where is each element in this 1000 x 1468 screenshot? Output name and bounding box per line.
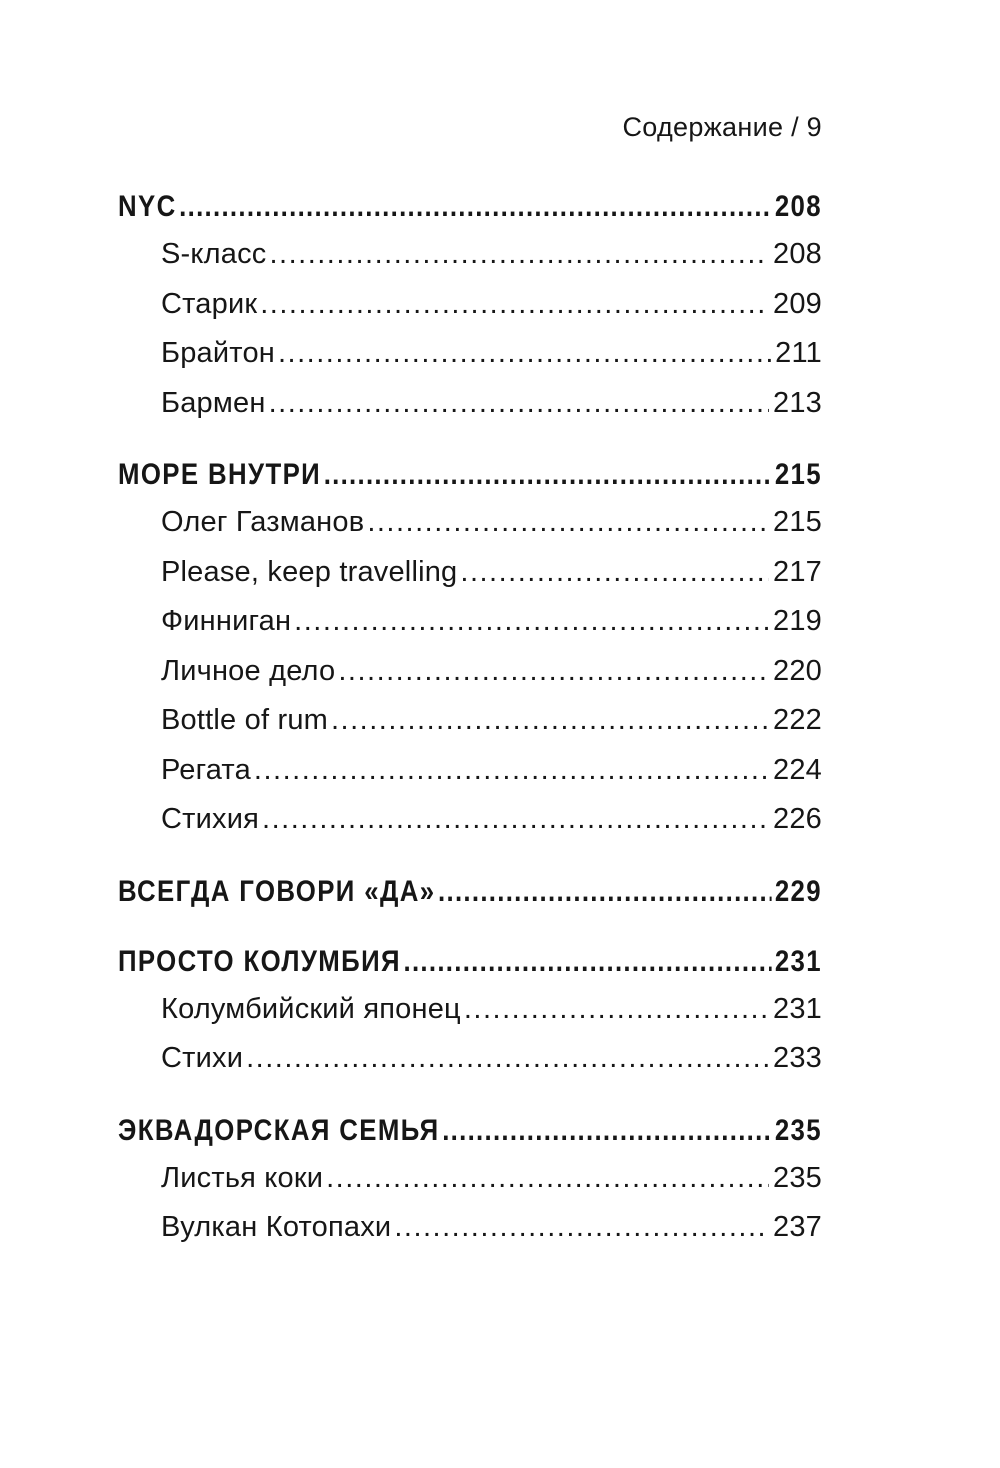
- dot-leader: [262, 803, 769, 836]
- dot-leader: [438, 875, 771, 909]
- part-title: ЭКВАДОРСКАЯ СЕМЬЯ: [118, 1113, 440, 1147]
- dot-leader: [460, 556, 769, 589]
- toc-chapter-entry[interactable]: [118, 754, 822, 804]
- page-number: 215: [774, 458, 823, 491]
- page-number: 208: [773, 238, 822, 270]
- page-number: 220: [773, 654, 822, 687]
- dot-leader: [331, 704, 769, 737]
- part-title: NYC: [118, 190, 177, 223]
- dot-leader: [338, 655, 769, 688]
- toc-section: [118, 945, 822, 1092]
- table-of-contents: [118, 190, 822, 1283]
- dot-leader: [294, 605, 769, 638]
- page-number: 209: [773, 287, 822, 320]
- toc-section: [118, 875, 822, 923]
- toc-part-entry[interactable]: [118, 945, 822, 993]
- running-header: Содержание / 9: [622, 112, 822, 142]
- dot-leader: [179, 190, 771, 224]
- dot-leader: [324, 458, 772, 492]
- page-number: 208: [774, 190, 823, 223]
- page-number: 211: [775, 337, 822, 369]
- dot-leader: [367, 506, 769, 539]
- dot-leader: [278, 337, 771, 370]
- toc-part-entry[interactable]: [118, 190, 822, 238]
- chapter-title: Олег Газманов: [161, 506, 365, 538]
- page-number: 217: [773, 555, 822, 588]
- toc-part-entry[interactable]: [118, 1114, 822, 1162]
- chapter-title: S-класс: [161, 238, 267, 270]
- chapter-title: Стихия: [161, 803, 260, 835]
- chapter-title: Бармен: [161, 386, 266, 419]
- toc-section: [118, 190, 822, 436]
- chapter-title: Финниган: [161, 605, 292, 637]
- dot-leader: [246, 1042, 769, 1075]
- chapter-title: Листья коки: [161, 1161, 324, 1194]
- dot-leader: [269, 238, 769, 271]
- page-number: 222: [773, 704, 822, 736]
- toc-chapter-entry[interactable]: [118, 556, 822, 606]
- toc-section: [118, 1114, 822, 1261]
- page-number: 229: [774, 874, 823, 908]
- chapter-title: Bottle of rum: [161, 704, 328, 736]
- toc-part-entry[interactable]: [118, 875, 822, 923]
- page-number: 235: [773, 1161, 822, 1194]
- page-number: 224: [773, 753, 822, 786]
- toc-chapter-entry[interactable]: [118, 337, 822, 387]
- page-number: 215: [773, 506, 822, 538]
- page-number: 235: [774, 1113, 823, 1147]
- chapter-title: Стихи: [161, 1042, 244, 1074]
- toc-chapter-entry[interactable]: [118, 803, 822, 853]
- page-number: 237: [773, 1211, 822, 1243]
- chapter-title: Старик: [161, 287, 258, 320]
- toc-section: [118, 458, 822, 853]
- page-number: 231: [774, 944, 823, 978]
- toc-chapter-entry[interactable]: [118, 655, 822, 705]
- toc-part-entry[interactable]: [118, 458, 822, 506]
- chapter-title: Личное дело: [161, 654, 336, 687]
- toc-chapter-entry[interactable]: [118, 1162, 822, 1212]
- dot-leader: [326, 1162, 769, 1195]
- dot-leader: [464, 993, 769, 1026]
- page-number: 213: [773, 386, 822, 419]
- chapter-title: Регата: [161, 753, 251, 786]
- dot-leader: [403, 945, 771, 979]
- toc-chapter-entry[interactable]: [118, 506, 822, 556]
- page-number: 233: [773, 1042, 822, 1074]
- dot-leader: [260, 288, 769, 321]
- toc-chapter-entry[interactable]: [118, 993, 822, 1043]
- toc-chapter-entry[interactable]: [118, 704, 822, 754]
- toc-chapter-entry[interactable]: [118, 238, 822, 288]
- chapter-title: Брайтон: [161, 337, 275, 369]
- chapter-title: Вулкан Котопахи: [161, 1211, 392, 1243]
- part-title: ПРОСТО КОЛУМБИЯ: [118, 944, 401, 978]
- part-title: ВСЕГДА ГОВОРИ «ДА»: [118, 874, 436, 908]
- toc-chapter-entry[interactable]: [118, 605, 822, 655]
- part-title: МОРЕ ВНУТРИ: [118, 458, 322, 491]
- dot-leader: [254, 754, 769, 787]
- page-number: 219: [773, 605, 822, 637]
- toc-chapter-entry[interactable]: [118, 1211, 822, 1261]
- chapter-title: Please, keep travelling: [161, 555, 458, 588]
- toc-chapter-entry[interactable]: [118, 288, 822, 338]
- toc-chapter-entry[interactable]: [118, 387, 822, 437]
- dot-leader: [442, 1114, 771, 1148]
- dot-leader: [269, 387, 769, 420]
- page-number: 226: [773, 803, 822, 835]
- chapter-title: Колумбийский японец: [161, 992, 461, 1025]
- dot-leader: [394, 1211, 769, 1244]
- page-number: 231: [773, 992, 822, 1025]
- toc-chapter-entry[interactable]: [118, 1042, 822, 1092]
